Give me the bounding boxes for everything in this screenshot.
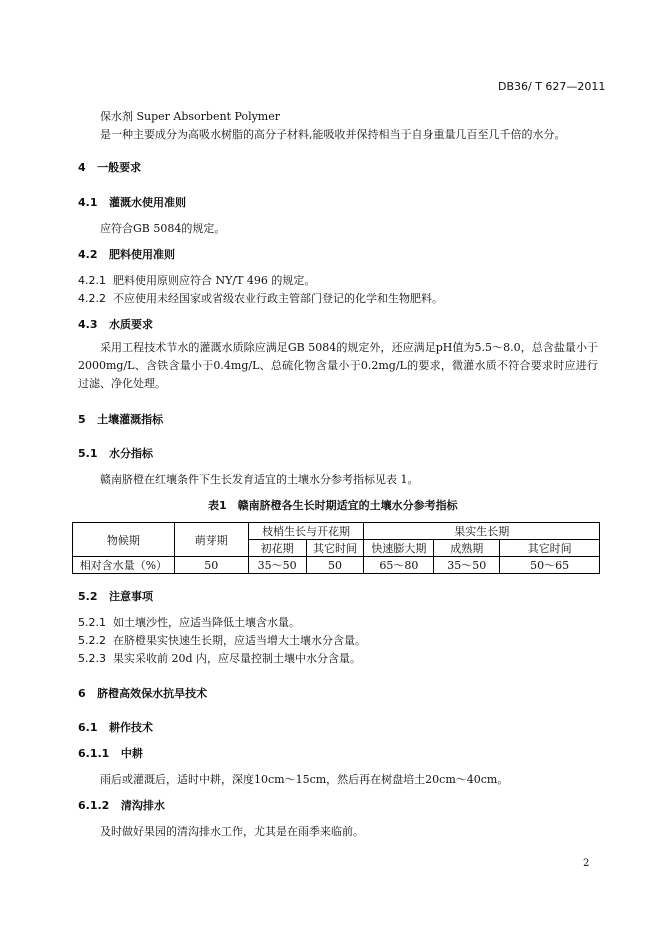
item-text: 肥料使用原则应符合 NY/T 496 的规定。 — [113, 274, 316, 287]
item-number: 5.2.1 — [78, 616, 106, 629]
section-6-heading — [78, 685, 207, 701]
term-definition: 是一种主要成分为高吸水树脂的高分子材料,能吸收并保持相当于自身重量几百至几千倍的水分。 — [100, 128, 566, 141]
section-5-1-heading — [78, 445, 153, 461]
section-title: 水分指标 — [109, 447, 153, 460]
section-number: 6.1.2 — [78, 799, 110, 812]
section-number: 6.1 — [78, 721, 98, 734]
section-title: 一般要求 — [97, 161, 142, 174]
section-4-2-heading — [78, 246, 175, 262]
item-number: 5.2.2 — [78, 634, 106, 647]
section-title: 肥料使用准则 — [109, 248, 175, 261]
section-title: 土壤灌溉指标 — [97, 413, 164, 426]
section-number: 4.3 — [78, 318, 98, 331]
section-6-1-heading — [78, 719, 153, 735]
table-row — [73, 557, 600, 574]
term-title: 保水剂 Super Absorbent Polymer — [100, 110, 280, 123]
section-title: 注意事项 — [109, 590, 153, 603]
header-fruit-growth: 果实生长期 — [364, 523, 600, 540]
table-caption: 表1 赣南脐橙各生长时期适宜的土壤水分参考指标 — [208, 499, 458, 512]
table-cell: 50 — [174, 557, 248, 574]
section-title: 中耕 — [120, 747, 143, 760]
page-number: 2 — [583, 858, 590, 869]
table-cell: 50 — [306, 557, 364, 574]
list-item — [78, 290, 443, 306]
row-label: 相对含水量（%） — [73, 557, 175, 574]
header-sprout: 萌芽期 — [174, 523, 248, 557]
section-4-heading — [78, 159, 141, 175]
item-number: 5.2.3 — [78, 652, 106, 665]
item-number: 4.2.1 — [78, 274, 106, 287]
header-phenology: 物候期 — [73, 523, 175, 557]
section-number: 5 — [78, 413, 86, 426]
table-header-row — [73, 523, 600, 540]
doc-code: DB36/ T 627—2011 — [498, 80, 606, 93]
list-item — [78, 272, 315, 288]
section-number: 5.1 — [78, 447, 98, 460]
table-cell: 35～50 — [248, 557, 306, 574]
section-6-1-1-heading — [78, 745, 143, 761]
section-5-2-heading — [78, 588, 153, 604]
subheader-cell: 其它时间 — [500, 540, 600, 557]
section-title: 脐橙高效保水抗旱技术 — [97, 687, 208, 700]
section-4-1-text: 应符合GB 5084的规定。 — [100, 222, 226, 235]
section-number: 6.1.1 — [78, 747, 110, 760]
subheader-cell: 快速膨大期 — [364, 540, 434, 557]
section-title: 清沟排水 — [120, 799, 165, 812]
section-title: 水质要求 — [109, 318, 153, 331]
section-number: 5.2 — [78, 590, 98, 603]
section-number: 4.1 — [78, 196, 98, 209]
section-4-3-text: 采用工程技术节水的灌溉水质除应满足GB 5084的规定外，还应满足pH值为5.5～8.0，总含盐量小于2000mg/L、含铁含量小于0.4mg/L、总硫化物含量小于0.2mg/L的要求，微灌水质不符合要求时应进行过滤、净化处理。 — [78, 341, 598, 390]
subheader-cell: 其它时间 — [306, 540, 364, 557]
section-6-1-2-heading — [78, 797, 165, 813]
list-item — [78, 614, 300, 630]
section-5-heading — [78, 411, 163, 427]
table-cell: 65～80 — [364, 557, 434, 574]
section-6-1-2-text: 及时做好果园的清沟排水工作，尤其是在雨季来临前。 — [100, 825, 364, 838]
section-4-3-heading — [78, 316, 153, 332]
subheader-cell: 成熟期 — [434, 540, 500, 557]
section-number: 6 — [78, 687, 86, 700]
section-number: 4 — [78, 161, 86, 174]
section-5-1-text: 赣南脐橙在红壤条件下生长发育适宜的土壤水分参考指标见表 1。 — [100, 473, 419, 486]
item-number: 4.2.2 — [78, 292, 106, 305]
item-text: 如土壤沙性，应适当降低土壤含水量。 — [113, 616, 300, 629]
list-item — [78, 632, 366, 648]
section-number: 4.2 — [78, 248, 98, 261]
section-6-1-1-text: 雨后或灌溉后，适时中耕，深度10cm～15cm，然后再在树盘培土20cm～40cm。 — [100, 773, 509, 786]
list-item — [78, 650, 361, 666]
table-cell: 35～50 — [434, 557, 500, 574]
item-text: 在脐橙果实快速生长期，应适当增大土壤水分含量。 — [113, 634, 366, 647]
item-text: 果实采收前 20d 内，应尽量控制土壤中水分含量。 — [113, 652, 362, 665]
item-text: 不应使用未经国家或省级农业行政主管部门登记的化学和生物肥料。 — [113, 292, 443, 305]
section-4-1-heading — [78, 194, 186, 210]
soil-moisture-table — [72, 522, 600, 574]
subheader-cell: 初花期 — [248, 540, 306, 557]
table-cell: 50～65 — [500, 557, 600, 574]
header-shoot-flower: 枝梢生长与开花期 — [248, 523, 364, 540]
section-title: 耕作技术 — [109, 721, 153, 734]
section-title: 灌溉水使用准则 — [109, 196, 186, 209]
